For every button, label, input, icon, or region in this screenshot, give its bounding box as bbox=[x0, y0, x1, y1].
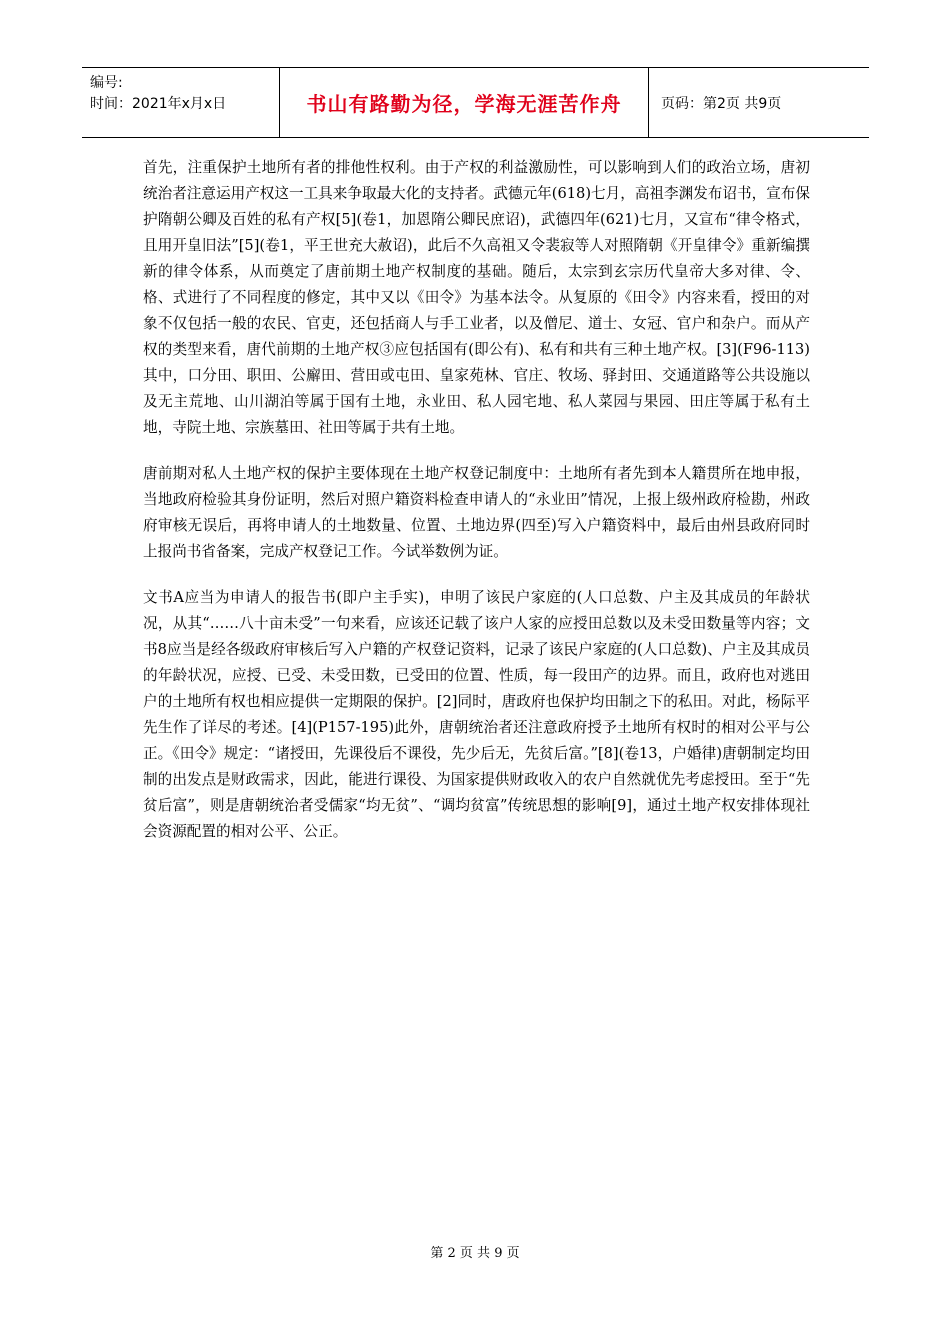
body-paragraph-1: 首先，注重保护土地所有者的排他性权利。由于产权的利益激励性，可以影响到人们的政治立场，唐初统治者注意运用产权这一工具来争取最大化的支持者。武德元年(618)七月，高祖李渊发布诏书，宣布保护隋朝公卿及百姓的私有产权[5](卷1，加恩隋公卿民庶诏)，武德四年(621)七月，又宣布“律令格式，且用开皇旧法”[5](卷1，平王世充大赦诏)，此后不久高祖又令裴寂等人对照隋朝《开皇律令》重新编撰新的律令体系，从而奠定了唐前期土地产权制度的基础。随后，太宗到玄宗历代皇帝大多对律、令、格、式进行了不同程度的修定，其中又以《田令》为基本法令。从复原的《田令》内容来看，授田的对象不仅包括一般的农民、官吏，还包括商人与手工业者，以及僧尼、道士、女冠、官户和杂户。而从产权的类型来看，唐代前期的土地产权③应包括国有(即公有)、私有和共有三种土地产权。[3](F96-113)其中，口分田、职田、公廨田、营田或屯田、皇家苑林、官庄、牧场、驿封田、交通道路等公共设施以及无主荒地、山川湖泊等属于国有土地，永业田、私人园宅地、私人菜园与果园、田庄等属于私有土地，寺院土地、宗族墓田、社田等属于共有土地。 bbox=[143, 159, 810, 436]
header-page-number: 页码：第2页 共9页 bbox=[661, 95, 782, 112]
document-date-label: 时间：2021年x月x日 bbox=[90, 96, 227, 112]
header-motto: 书山有路勤为径，学海无涯苦作舟 bbox=[280, 68, 649, 137]
body-paragraph-2: 唐前期对私人土地产权的保护主要体现在土地产权登记制度中：土地所有者先到本人籍贯所在地申报，当地政府检验其身份证明，然后对照户籍资料检查申请人的“永业田”情况，上报上级州政府检勘，州政府审核无误后，再将申请人的土地数量、位置、土地边界(四至)写入户籍资料中，最后由州县政府同时上报尚书省备案，完成产权登记工作。今试举数例为证。 bbox=[143, 465, 810, 560]
body-paragraph-3: 文书A应当为申请人的报告书(即户主手实)，申明了该民户家庭的(人口总数、户主及其成员的年龄状况，从其“……八十亩未受”一句来看，应该还记载了该户人家的应授田总数以及未受田数量等内容；文书8应当是经各级政府审核后写入户籍的产权登记资料，记录了该民户家庭的(人口总数)、户主及其成员的年龄状况，应授、已受、未受田数，已受田的位置、性质，每一段田产的边界。而且，政府也对逃田户的土地所有权也相应提供一定期限的保护。[2]同时，唐政府也保护均田制之下的私田。对此，杨际平先生作了详尽的考述。[4](P157-195)此外，唐朝统治者还注意政府授予土地所有权时的相对公平与公正。《田令》规定：“诸授田，先课役后不课役，先少后无，先贫后富。”[8](卷13，户婚律)唐朝制定均田制的出发点是财政需求，因此，能进行课役、为国家提供财政收入的农户自然就优先考虑授田。至于“先贫后富”，则是唐朝统治者受儒家“均无贫”、“调均贫富”传统思想的影响[9]，通过土地产权安排体现社会资源配置的相对公平、公正。 bbox=[143, 589, 810, 840]
document-number-label: 编号: bbox=[90, 75, 123, 91]
page-footer: 第 2 页 共 9 页 bbox=[430, 1246, 520, 1261]
document-body bbox=[143, 155, 810, 865]
header-table bbox=[82, 67, 869, 138]
header-meta-cell bbox=[82, 68, 280, 137]
